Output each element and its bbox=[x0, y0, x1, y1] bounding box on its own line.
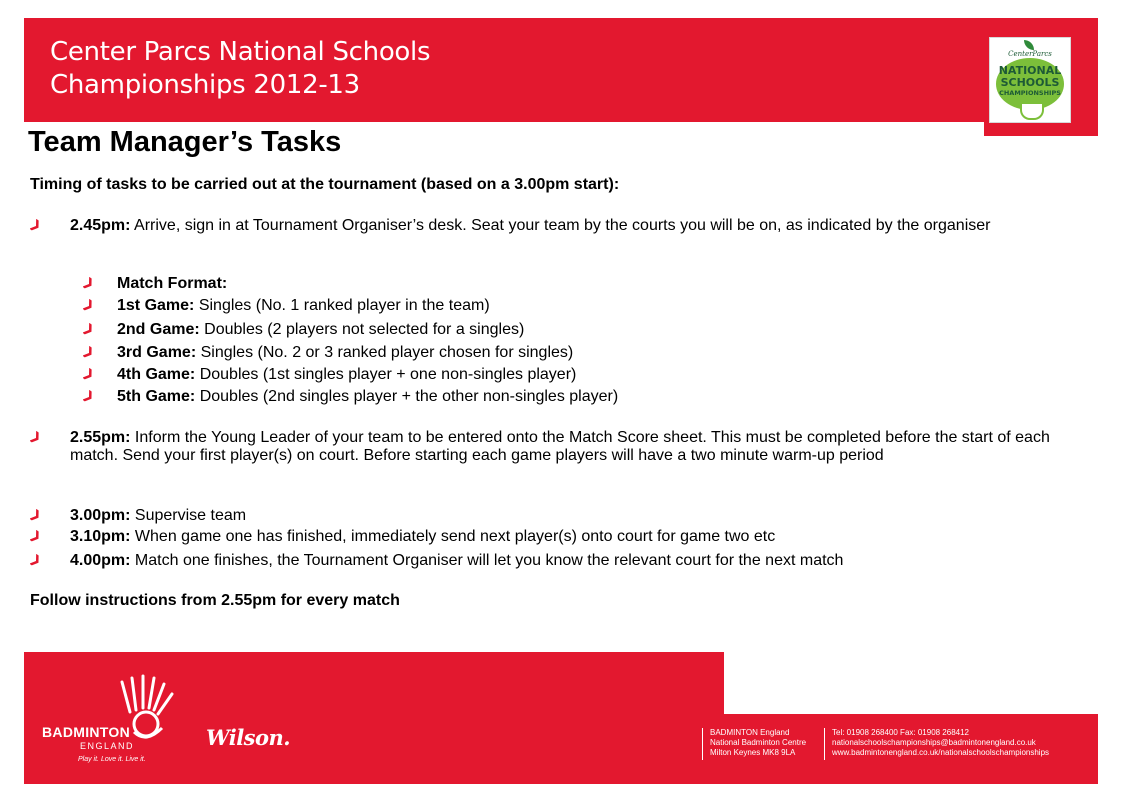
task-time: 3rd Game: bbox=[117, 344, 197, 361]
wilson-logo: Wilson. bbox=[206, 725, 291, 750]
footer-divider bbox=[824, 728, 825, 760]
arrow-bullet-icon bbox=[83, 368, 95, 382]
task-time: Match Format: bbox=[117, 275, 228, 292]
task-text: Doubles (1st singles player + one non-singles player) bbox=[199, 366, 577, 383]
address-line: National Badminton Centre bbox=[710, 738, 807, 747]
arrow-bullet-icon bbox=[30, 530, 42, 544]
badminton-england-logo bbox=[42, 672, 192, 780]
game-item bbox=[117, 321, 1017, 339]
task-item bbox=[70, 217, 1080, 235]
game-item bbox=[117, 297, 1017, 315]
task-text: Arrive, sign in at Tournament Organiser’s desk. Seat your team by the courts you will be on, as indicated by the organiser bbox=[134, 217, 991, 234]
contact-phone: Tel: 01908 268400 Fax: 01908 268412 bbox=[832, 728, 970, 737]
leaf-icon bbox=[1024, 40, 1034, 50]
task-time: 2.45pm: bbox=[70, 217, 131, 234]
task-text: Singles (No. 1 ranked player in the team) bbox=[198, 297, 490, 314]
logo-line-3: CHAMPIONSHIPS bbox=[999, 89, 1061, 97]
logo-wordmark bbox=[990, 65, 1070, 98]
header-title bbox=[50, 36, 430, 102]
page-title: Team Manager’s Tasks bbox=[28, 126, 342, 158]
footer-contact bbox=[832, 728, 1049, 758]
arrow-bullet-icon bbox=[83, 346, 95, 360]
task-time: 4.00pm: bbox=[70, 552, 131, 569]
contact-website[interactable]: www.badmintonengland.co.uk/nationalschoolschampionships bbox=[832, 748, 1050, 757]
logo-line-2: SCHOOLS bbox=[1000, 76, 1060, 89]
intro-text: Timing of tasks to be carried out at the tournament (based on a 3.00pm start): bbox=[30, 176, 620, 193]
badminton-tagline: Play it. Love it. Live it. bbox=[78, 756, 146, 763]
arrow-bullet-icon bbox=[83, 299, 95, 313]
task-time: 5th Game: bbox=[117, 388, 196, 405]
task-text: Doubles (2 players not selected for a singles) bbox=[204, 321, 525, 338]
task-item bbox=[70, 507, 1080, 525]
header-title-line-1: Center Parcs National Schools bbox=[50, 37, 431, 67]
arrow-bullet-icon bbox=[83, 277, 95, 291]
logo-brand: CenterParcs bbox=[1008, 50, 1052, 58]
logo-line-1: NATIONAL bbox=[998, 64, 1062, 77]
title-bar bbox=[24, 122, 984, 166]
task-time: 2.55pm: bbox=[70, 429, 131, 446]
header-banner bbox=[24, 18, 1098, 136]
arrow-bullet-icon bbox=[83, 323, 95, 337]
task-text: Match one finishes, the Tournament Organiser will let you know the relevant court for the next match bbox=[134, 552, 844, 569]
badminton-name: BADMINTON bbox=[42, 724, 130, 740]
task-text: Singles (No. 2 or 3 ranked player chosen for singles) bbox=[200, 344, 574, 361]
shuttlecock-icon bbox=[1020, 104, 1044, 120]
task-item bbox=[70, 429, 1080, 465]
championships-logo bbox=[989, 37, 1071, 123]
task-text: Supervise team bbox=[134, 507, 247, 524]
closing-text: Follow instructions from 2.55pm for every match bbox=[30, 592, 400, 609]
contact-email[interactable]: nationalschoolschampionships@badmintonengland.co.uk bbox=[832, 738, 1036, 747]
arrow-bullet-icon bbox=[30, 509, 42, 523]
header-title-line-2: Championships 2012-13 bbox=[50, 70, 360, 100]
game-item bbox=[117, 344, 1017, 362]
task-time: 3.10pm: bbox=[70, 528, 131, 545]
arrow-bullet-icon bbox=[83, 390, 95, 404]
task-time: 2nd Game: bbox=[117, 321, 200, 338]
task-text: When game one has finished, immediately send next player(s) onto court for game two etc bbox=[134, 528, 776, 545]
footer-divider bbox=[702, 728, 703, 760]
address-line: Milton Keynes MK8 9LA bbox=[710, 748, 796, 757]
task-item bbox=[70, 552, 1080, 570]
arrow-bullet-icon bbox=[30, 431, 42, 445]
arrow-bullet-icon bbox=[30, 219, 42, 233]
game-item bbox=[117, 388, 1017, 406]
task-text: Inform the Young Leader of your team to be entered onto the Match Score sheet. This must be completed before the start of each match. Send your first player(s) on court. Before starting each game players will have a two minute warm-up period bbox=[70, 429, 1050, 464]
task-time: 1st Game: bbox=[117, 297, 195, 314]
badminton-region: ENGLAND bbox=[80, 741, 135, 751]
task-time: 4th Game: bbox=[117, 366, 196, 383]
arrow-bullet-icon bbox=[30, 554, 42, 568]
task-text: Doubles (2nd singles player + the other non-singles player) bbox=[199, 388, 619, 405]
address-line: BADMINTON England bbox=[710, 728, 790, 737]
footer-notch bbox=[724, 652, 1098, 714]
task-item bbox=[70, 528, 1080, 546]
game-item bbox=[117, 366, 1017, 384]
footer-banner bbox=[24, 652, 1098, 784]
footer-address bbox=[710, 728, 806, 758]
match-format-item bbox=[117, 275, 1017, 293]
task-time: 3.00pm: bbox=[70, 507, 131, 524]
